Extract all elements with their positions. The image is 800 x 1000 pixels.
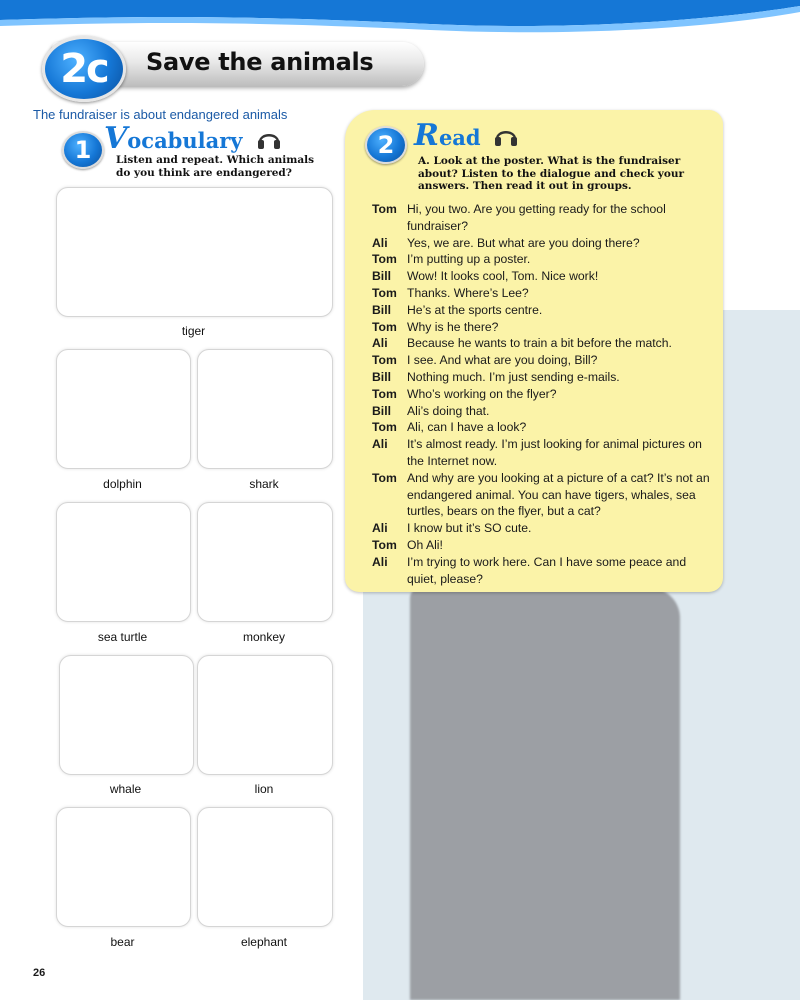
dialogue-line xyxy=(372,235,712,252)
vocabulary-heading: Vocabulary xyxy=(104,121,243,156)
dialogue-line xyxy=(372,335,712,352)
caption-dolphin: dolphin xyxy=(103,477,142,491)
dialogue-text: I’m trying to work here. Can I have some peace and quiet, please? xyxy=(407,554,687,586)
speaker-name: Tom xyxy=(372,285,397,300)
dialogue-line xyxy=(372,319,712,336)
dialogue-text: Hi, you two. Are you getting ready for the school fundraiser? xyxy=(407,202,666,233)
dialogue-text: Why is he there? xyxy=(407,319,499,334)
speaker-name: Ali xyxy=(372,336,388,351)
dialogue-text: Ali’s doing that. xyxy=(407,403,490,418)
dialogue-text: Who’s working on the flyer? xyxy=(407,386,557,401)
poster-shadow-shape xyxy=(410,588,680,1000)
page-number: 26 xyxy=(33,967,46,979)
dialogue-text: Thanks. Where’s Lee? xyxy=(407,285,529,300)
speaker-name: Tom xyxy=(372,386,397,401)
photo-lion xyxy=(197,655,333,775)
caption-shark: shark xyxy=(249,477,279,491)
dialogue-line xyxy=(372,302,712,319)
dialogue-text: Wow! It looks cool, Tom. Nice work! xyxy=(407,269,599,284)
photo-sea-turtle xyxy=(56,502,191,622)
read-instructions: A. Look at the poster. What is the fundraiser about? Listen to the dialogue and check your answers. Then read it out in groups. xyxy=(418,155,685,192)
dialogue-text: Nothing much. I’m just sending e-mails. xyxy=(407,369,620,384)
headphones-icon[interactable] xyxy=(494,125,518,147)
speaker-name: Tom xyxy=(372,319,397,334)
dialogue-text: I know but it’s SO cute. xyxy=(407,521,532,536)
photo-dolphin xyxy=(56,349,191,469)
dialogue-line xyxy=(372,436,712,470)
dialogue-text: Because he wants to train a bit before the match. xyxy=(407,336,672,351)
photo-shark xyxy=(197,349,333,469)
dialogue-line xyxy=(372,403,712,420)
caption-monkey: monkey xyxy=(242,630,286,644)
dialogue-line xyxy=(372,369,712,386)
speaker-name: Tom xyxy=(372,537,397,552)
speaker-name: Bill xyxy=(372,302,391,317)
section-number-1: 1 xyxy=(62,131,104,169)
dialogue-line xyxy=(372,419,712,436)
dialogue-line xyxy=(372,554,712,588)
top-wave-decoration xyxy=(0,0,800,40)
caption-tiger: tiger xyxy=(181,324,206,338)
photo-whale xyxy=(59,655,194,775)
photo-tiger xyxy=(56,187,333,317)
speaker-name: Ali xyxy=(372,521,388,536)
speaker-name: Bill xyxy=(372,369,391,384)
dialogue-line xyxy=(372,520,712,537)
speaker-name: Ali xyxy=(372,554,388,569)
photo-elephant xyxy=(197,807,333,927)
lesson-subtitle: The fundraiser is about endangered animals xyxy=(33,107,288,122)
dialogue-text: Ali, can I have a look? xyxy=(407,420,527,435)
headphones-icon[interactable] xyxy=(257,128,281,150)
dialogue-text: Yes, we are. But what are you doing there? xyxy=(407,235,640,250)
page-title: Save the animals xyxy=(146,48,374,76)
speaker-name: Bill xyxy=(372,403,391,418)
speaker-name: Tom xyxy=(372,470,397,485)
photo-monkey xyxy=(197,502,333,622)
speaker-name: Tom xyxy=(372,252,397,267)
speaker-name: Tom xyxy=(372,202,397,216)
lesson-badge: 2c xyxy=(42,36,126,102)
caption-whale: whale xyxy=(109,782,142,796)
caption-sea-turtle: sea turtle xyxy=(97,630,148,644)
dialogue-text: He’s at the sports centre. xyxy=(407,302,543,317)
dialogue-line xyxy=(372,386,712,403)
dialogue-text: And why are you looking at a picture of a cat? It’s not an endangered animal. You can have tigers, whales, sea turtles, bears on the flyer, but a cat? xyxy=(407,470,710,519)
section-number-2: 2 xyxy=(365,126,407,164)
photo-bear xyxy=(56,807,191,927)
dialogue-line xyxy=(372,201,712,235)
caption-elephant: elephant xyxy=(240,935,288,949)
dialogue-text: Oh Ali! xyxy=(407,537,443,552)
vocabulary-instructions: Listen and repeat. Which animals do you think are endangered? xyxy=(116,154,315,179)
dialogue-line xyxy=(372,268,712,285)
dialogue-line xyxy=(372,285,712,302)
speaker-name: Bill xyxy=(372,269,391,284)
dialogue-line xyxy=(372,470,712,520)
speaker-name: Tom xyxy=(372,420,397,435)
dialogue-line xyxy=(372,537,712,554)
dialogue-text: I’m putting up a poster. xyxy=(407,252,531,267)
caption-lion: lion xyxy=(254,782,274,796)
speaker-name: Tom xyxy=(372,353,397,368)
dialogue-line xyxy=(372,352,712,369)
speaker-name: Ali xyxy=(372,235,388,250)
dialogue-text: It’s almost ready. I’m just looking for animal pictures on the Internet now. xyxy=(407,437,702,468)
read-heading: Read xyxy=(414,118,481,153)
dialogue-list xyxy=(372,201,712,587)
dialogue-line xyxy=(372,251,712,268)
caption-bear: bear xyxy=(110,935,135,949)
dialogue-text: I see. And what are you doing, Bill? xyxy=(407,353,598,368)
speaker-name: Ali xyxy=(372,437,388,452)
